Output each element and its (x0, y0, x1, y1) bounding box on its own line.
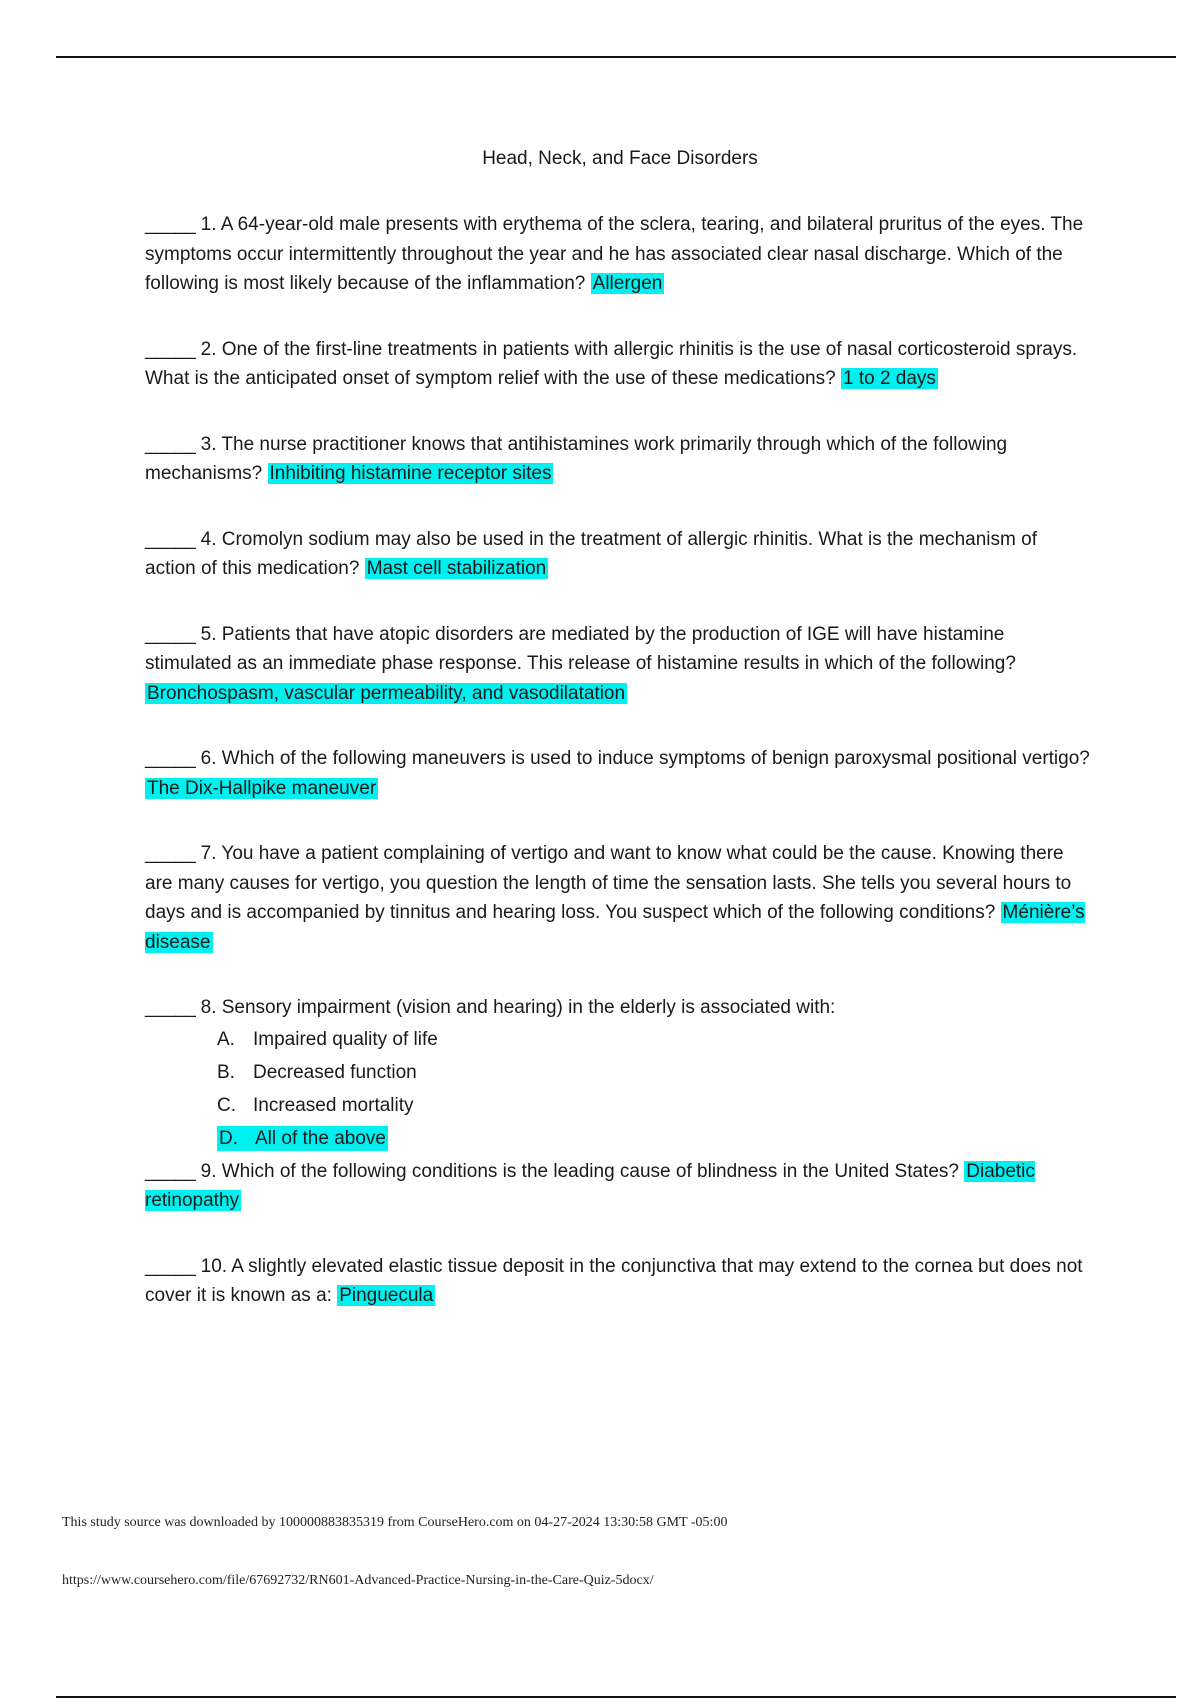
answer-blank: _____ (145, 748, 196, 769)
option-c (217, 1089, 1090, 1122)
question-9 (145, 1157, 1090, 1216)
download-source-note: This study source was downloaded by 100000883835319 from CourseHero.com on 04-27-2024 13:30:58 GMT -05:00 (62, 1515, 728, 1530)
question-6 (145, 744, 1090, 803)
highlighted-answer: Allergen (592, 273, 663, 294)
document-title: Head, Neck, and Face Disorders (482, 148, 758, 169)
question-text: 3. The nurse practitioner knows that antihistamines work primarily through which of the following mechanisms? (145, 433, 1008, 484)
highlighted-answer: Mast cell stabilization (366, 558, 547, 579)
option-letter: D. (219, 1127, 238, 1149)
answer-blank: _____ (145, 528, 196, 550)
source-url: https://www.coursehero.com/file/67692732/RN601-Advanced-Practice-Nursing-in-the-Care-Quiz-5docx/ (62, 1573, 654, 1588)
question-text: 5. Patients that have atopic disorders are mediated by the production of IGE will have histamine stimulated as an immediate phase response. This release of histamine results in which of the following? (145, 623, 1016, 674)
question-text: 9. Which of the following conditions is the leading cause of blindness in the United States? (195, 1160, 965, 1182)
question-text: 10. A slightly elevated elastic tissue deposit in the conjunctiva that may extend to the cornea but does not cover it is known as a: (145, 1255, 1083, 1306)
question-text: 7. You have a patient complaining of vertigo and want to know what could be the cause. Knowing there are many causes for vertigo, you question the length of time the sensation lasts. She tells you several hours to days and is accompanied by tinnitus and hearing loss. You suspect which of the following conditions? (145, 843, 1072, 923)
question-list (145, 210, 1090, 1347)
highlighted-answer: 1 to 2 days (842, 368, 936, 389)
question-3 (145, 430, 1090, 489)
question-text: 4. Cromolyn sodium may also be used in the treatment of allergic rhinitis. What is the mechanism of action of this medication? (145, 528, 1037, 579)
answer-blank: _____ (145, 214, 196, 235)
option-d (217, 1122, 1090, 1155)
option-text: Increased mortality (253, 1094, 414, 1116)
answer-blank: _____ (145, 338, 196, 360)
answer-blank: _____ (145, 1160, 196, 1182)
question-1 (145, 210, 1090, 299)
answer-blank: _____ (145, 1255, 196, 1277)
option-b (217, 1056, 1090, 1089)
question-8 (145, 993, 1090, 1155)
question-5 (145, 620, 1090, 709)
question-7 (145, 839, 1090, 957)
question-10 (145, 1252, 1090, 1311)
question-8-stem (145, 993, 1090, 1023)
option-a (217, 1023, 1090, 1056)
option-letter: C. (217, 1094, 236, 1116)
question-2 (145, 335, 1090, 394)
top-rule (56, 56, 1176, 58)
answer-blank: _____ (145, 997, 196, 1018)
option-text: Decreased function (253, 1061, 417, 1083)
highlighted-answer: Ménière’s disease (145, 902, 1085, 953)
option-text: Impaired quality of life (253, 1028, 438, 1050)
question-text: 1. A 64-year-old male presents with erythema of the sclera, tearing, and bilateral pruritus of the eyes. The symptoms occur intermittently throughout the year and he has associated clear nasal discharge. Which of the following is most likely because of the inflammation? (145, 214, 1084, 294)
answer-blank: _____ (145, 843, 196, 864)
question-text: 2. One of the first-line treatments in patients with allergic rhinitis is the use of nasal corticosteroid sprays. What is the anticipated onset of symptom relief with the use of these medications? (145, 338, 1078, 389)
question-text: 8. Sensory impairment (vision and hearing) in the elderly is associated with: (195, 997, 836, 1018)
bottom-rule (56, 1696, 1176, 1698)
highlighted-answer: Pinguecula (339, 1285, 434, 1306)
option-text: All of the above (255, 1127, 386, 1149)
highlighted-answer: Bronchospasm, vascular permeability, and vasodilatation (147, 682, 626, 704)
answer-options (145, 1023, 1090, 1155)
option-letter: A. (217, 1028, 235, 1050)
option-letter: B. (217, 1061, 235, 1083)
question-4 (145, 525, 1090, 584)
highlighted-option (217, 1126, 388, 1151)
answer-blank: _____ (145, 433, 196, 455)
highlighted-answer: Inhibiting histamine receptor sites (269, 463, 552, 484)
question-text: 6. Which of the following maneuvers is used to induce symptoms of benign paroxysmal positional vertigo? (195, 748, 1090, 769)
answer-blank: _____ (145, 623, 196, 645)
highlighted-answer: The Dix-Hallpike maneuver (147, 777, 377, 799)
highlighted-answer: Diabetic retinopathy (145, 1160, 1035, 1211)
